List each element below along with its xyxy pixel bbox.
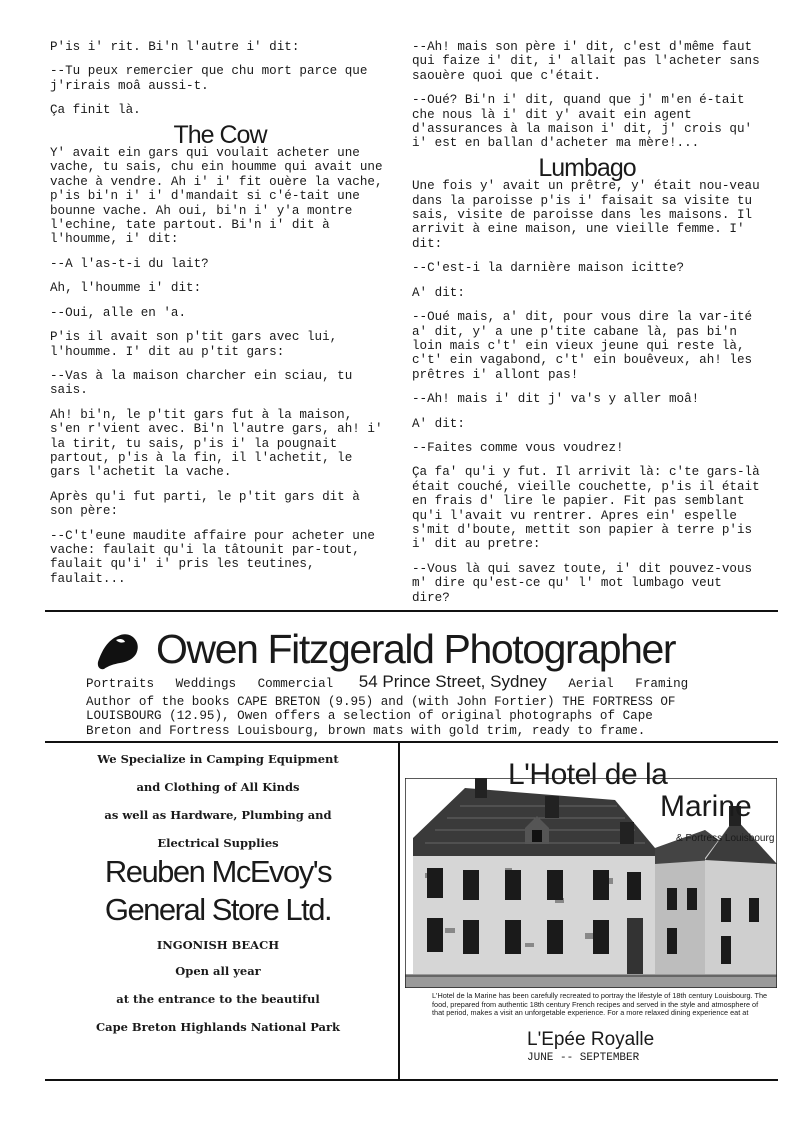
photographer-name: Owen Fitzgerald Photographer	[156, 626, 676, 672]
paragraph: --Oué? Bi'n i' dit, quand que j' m'en é-tait che nous là i' dit y' avait ein agent d'assurances à la maison i' dit, j' crois qu' i' est en ballan d'acheter ma mère!...	[412, 93, 753, 151]
right-column	[412, 40, 762, 615]
paragraph: --C'est-i la darnière maison icitte?	[412, 261, 685, 276]
paragraph: --Faites comme vous voudrez!	[412, 440, 624, 455]
service-item: Portraits	[86, 677, 155, 691]
paragraph: Ah! bi'n, le p'tit gars fut à la maison, s'en r'vient avec. Bi'n l'autre gars, ah! i' la tirit, tu sais, p'is i' la pougnait partout, p'is à la fin, il l'achetit, le gars l'achetit la vache.	[50, 407, 383, 480]
hotel-title: Marine	[660, 790, 752, 823]
paragraph: Ah, l'houmme i' dit:	[50, 281, 202, 296]
paragraph: --Ah! mais son père i' dit, c'est d'même faut qui faize i' dit, i' allait pas l'acheter sans saouère quoi que c'était.	[412, 40, 760, 83]
paragraph: --A l'as-t-i du lait?	[50, 256, 209, 271]
left-column	[50, 40, 390, 596]
service-item: Aerial	[568, 677, 614, 691]
story-title-the-cow: The Cow	[173, 120, 267, 149]
paragraph: P'is il avait son p'tit gars avec lui, l'houmme. I' dit au p'tit gars:	[50, 330, 338, 359]
service-item: Weddings	[175, 677, 237, 691]
paragraph: --Tu peux remercier que chu mort parce que j'rirais moâ aussi-t.	[50, 64, 368, 93]
paragraph: Une fois y' avait un prêtre, y' était nou-veau dans la paroisse p'is i' faisait sa visite tu sais, visite de paroisse dans les maisons. Il arrivit à eine maison, une vieille femme. I' dit:	[412, 179, 760, 251]
paragraph: Ça fa' qu'i y fut. Il arrivit là: c'te gars-là était couché, vieille couchette, p'is il était en frais d' lire le papier. Fit pas semblant qu'i l'avait vu rentrer. Apres ein' espelle s'mit d'boute, mettit son papier à terre p'is i' dit au pretre:	[412, 465, 760, 552]
store-name: General Store Ltd.	[104, 892, 332, 927]
photographer-address: 54 Prince Street, Sydney	[358, 672, 547, 691]
paragraph: --Oui, alle en 'a.	[50, 305, 187, 320]
hotel-caption: L'Hotel de la Marine has been carefully recreated to portray the lifestyle of 18th century Louisbourg. The food, prepared from authentic 18th century French recipes and served in the style and atmosphere of that period, makes a visit an unforgetable experience. For a more relaxed dining experience eat at	[432, 991, 768, 1018]
paragraph: --Ah! mais i' dit j' va's y aller moâ!	[412, 392, 700, 407]
photographer-logo-icon	[94, 628, 142, 670]
paragraph: A' dit:	[412, 285, 465, 300]
divider	[45, 741, 778, 743]
divider	[45, 1079, 778, 1081]
service-item: Framing	[635, 677, 689, 691]
hotel-title: L'Hotel de la	[508, 758, 668, 791]
photographer-description: Author of the books CAPE BRETON (9.95) and (with John Fortier) THE FORTRESS OF LOUISBOURG (12.95), Owen offers a selection of original photographs of Cape Breton and Fortress Louisbourg, brown mats with gold trim, ready to frame.	[86, 695, 676, 738]
store-tagline: We Specialize in Camping Equipment	[97, 752, 339, 766]
store-directions: Cape Breton Highlands National Park	[95, 1020, 341, 1034]
paragraph: Ça finit là.	[50, 103, 141, 118]
store-tagline: as well as Hardware, Plumbing and	[104, 808, 332, 822]
story-title-lumbago: Lumbago	[538, 153, 636, 182]
paragraph: Y' avait ein gars qui voulait acheter une vache, tu sais, chu ein hoummе qui avait une vache à vendre. Ah i' i' fit ouère la vache, p'is bi'n i' i' d'mandait si c'é-tait une bounne vache. Ah oui, bi'n i' y'a montre l'echine, tate partout. Bi'n i' dit à l'houmme, i' dit:	[50, 146, 383, 247]
store-tagline: and Clothing of All Kinds	[136, 780, 300, 794]
paragraph: --Vas à la maison charcher ein sciau, tu sais.	[50, 368, 353, 398]
store-hours: Open all year	[175, 964, 261, 978]
service-item: Commercial	[257, 677, 334, 691]
season-dates: JUNE -- SEPTEMBER	[527, 1052, 640, 1064]
store-tagline: Electrical Supplies	[157, 836, 279, 850]
store-location: INGONISH BEACH	[156, 938, 280, 952]
hotel-subtitle: & Fortress Louisbourg	[676, 833, 775, 844]
divider	[45, 610, 778, 612]
store-name: Reuben McEvoy's	[104, 854, 332, 889]
vertical-divider	[398, 742, 400, 1079]
paragraph: --Vous là qui savez toute, i' dit pouvez-vous m' dire qu'est-ce qu' l' mot lumbago veut dire?	[412, 561, 753, 605]
store-directions: at the entrance to the beautiful	[116, 992, 320, 1006]
paragraph: A' dit:	[412, 416, 465, 431]
paragraph: --Oué mais, a' dit, pour vous dire la var-ité a' dit, y' a une p'tite cabane là, pas bi'n loin mais c't' ein vieux jeune qui reste là, c't' ein vagabond, c't' ein bouêveux, ah! les prêtres i' allont pas!	[412, 310, 753, 382]
paragraph: --C't'eune maudite affaire pour acheter une vache: faulait qu'i la tâtounit par-tout, faulait qu'i' i' pris les teutines, faulait...	[50, 528, 375, 586]
restaurant-name: L'Epée Royalle	[527, 1029, 655, 1050]
paragraph: Après qu'i fut parti, le p'tit gars dit à son père:	[50, 489, 360, 519]
services-line	[86, 672, 726, 691]
paragraph: P'is i' rit. Bi'n l'autre i' dit:	[50, 40, 300, 54]
